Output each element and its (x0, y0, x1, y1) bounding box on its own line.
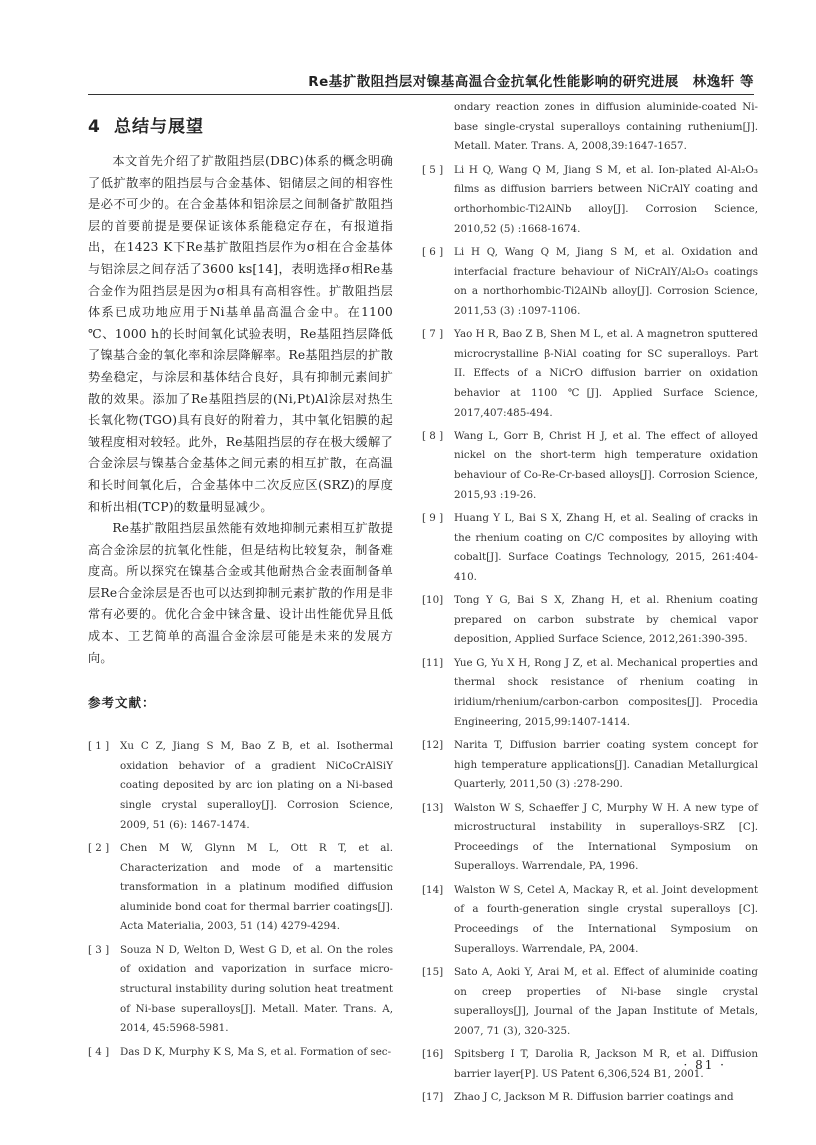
reference-item (88, 839, 393, 937)
reference-number: [ 2 ] (88, 842, 110, 855)
reference-number: [ 6 ] (422, 245, 444, 258)
reference-item (422, 736, 758, 795)
header-rule (88, 94, 754, 95)
reference-number: [12] (422, 738, 444, 751)
reference-text: Huang Y L, Bai S X, Zhang H, et al. Sealing of cracks in the rhenium coating on C/C composites by alloying with cobalt[J]. Surface Coatings Technology, 2015, 261:404-410. (454, 512, 758, 583)
reference-number: [15] (422, 965, 444, 978)
page-number: · 81 · (683, 1058, 726, 1072)
reference-item (422, 161, 758, 239)
section-title-text: 总结与展望 (114, 117, 204, 137)
running-header: Re基扩散阻挡层对镍基高温合金抗氧化性能影响的研究进展 林逸轩 等 (308, 74, 754, 90)
reference-item (422, 243, 758, 321)
reference-number: [11] (422, 656, 444, 669)
reference-number: [ 9 ] (422, 512, 444, 525)
reference-text: Chen M W, Glynn M L, Ott R T, et al. Characterization and mode of a martensitic transformation in a platinum modified diffusion aluminide bond coat for thermal barrier coatings[J]. Acta Materialia, 2003, 51 (14) 4279-4294. (120, 842, 393, 933)
reference-text: Das D K, Murphy K S, Ma S, et al. Formation of sec- (120, 1045, 392, 1058)
reference-text: Zhao J C, Jackson M R. Diffusion barrier coatings and (454, 1091, 734, 1104)
reference-item (88, 1043, 393, 1063)
left-column (88, 108, 393, 1066)
reference-item (88, 941, 393, 1039)
reference-text: Li H Q, Wang Q M, Jiang S M, et al. Ion-plated Al-Al₂O₃ films as diffusion barriers between NiCrAlY coating and orthorhombic-Ti2AlNb alloy[J]. Corrosion Science, 2010,52 (5) :1668-1674. (454, 163, 758, 235)
reference-number: [ 3 ] (88, 943, 110, 956)
reference-text: Yao H R, Bao Z B, Shen M L, et al. A magnetron sputtered microcrystalline β-NiAl coating for SC superalloys. Part II. Effects of a NiCrO diffusion barrier on oxidation behavior at 1100 ℃[J]. Applied Surface Science, 2017,407:485-494. (454, 328, 758, 419)
reference-continuation: ondary reaction zones in diffusion aluminide-coated Ni-base single-crystal superalloys containing ruthenium[J]. Metall. Mater. Trans. A, 2008,39:1647-1657. (454, 101, 758, 153)
section-number: 4 (88, 117, 101, 137)
reference-text: Walston W S, Schaeffer J C, Murphy W H. A new type of microstructural instability in superalloys-SRZ [C]. Proceedings of the International Symposium on Superalloys. Warrendale, PA, 1996. (454, 801, 758, 873)
reference-item (88, 737, 393, 835)
reference-text: Spitsberg I T, Darolia R, Jackson M R, et al. Diffusion barrier layer[P]. US Patent 6,306,524 B1, 2001. (454, 1048, 758, 1080)
section-title (88, 112, 393, 137)
reference-text: Li H Q, Wang Q M, Jiang S M, et al. Oxidation and interfacial fracture behaviour of NiCrAlY/Al₂O₃ coatings on a northorhombic-Ti2AlNb alloy[J]. Corrosion Science, 2011,53 (3) :1097-1106. (454, 245, 758, 317)
reference-number: [ 4 ] (88, 1045, 110, 1058)
reference-text: Wang L, Gorr B, Christ H J, et al. The effect of alloyed nickel on the short-term high temperature oxidation behaviour of Co-Re-Cr-based alloys[J]. Corrosion Science, 2015,93 :19-26. (454, 429, 758, 501)
reference-item (422, 591, 758, 650)
reference-number: [ 8 ] (422, 429, 444, 442)
reference-text: Walston W S, Cetel A, Mackay R, et al. Joint development of a fourth-generation single crystal superalloys [C]. Proceedings of the International Symposium on Superalloys. Warrendale, PA, 2004. (454, 883, 758, 955)
references-title: 参考文献： (88, 695, 156, 711)
reference-item (422, 1088, 758, 1108)
reference-text: Sato A, Aoki Y, Arai M, et al. Effect of aluminide coating on creep properties of Ni-base single crystal superalloys[J], Journal of the Japan Institute of Metals, 2007, 71 (3), 320-325. (454, 965, 758, 1037)
reference-number: [14] (422, 883, 444, 896)
reference-number: [17] (422, 1091, 444, 1104)
reference-item (422, 799, 758, 877)
reference-item (422, 427, 758, 505)
reference-item (422, 654, 758, 732)
reference-text: Yue G, Yu X H, Rong J Z, et al. Mechanical properties and thermal shock resistance of rhenium coating in iridium/rhenium/carbon-carbon composites[J]. Procedia Engineering, 2015,99:1407-1414. (454, 656, 758, 728)
reference-number: [10] (422, 594, 444, 607)
reference-item (422, 509, 758, 587)
reference-text: Narita T, Diffusion barrier coating system concept for high temperature applications[J]. Canadian Metallurgical Quarterly, 2011,50 (3) :278-290. (454, 738, 758, 791)
reference-text: Xu C Z, Jiang S M, Bao Z B, et al. Isothermal oxidation behavior of a gradient NiCoCrAlSiY coating deposited by arc ion plating on a Ni-based single crystal superalloy[J]. Corrosion Science, 2009, 51 (6): 1467-1474. (120, 740, 393, 831)
paragraph: Re基扩散阻挡层虽然能有效地抑制元素相互扩散提高合金涂层的抗氧化性能，但是结构比较复杂，制备难度高。所以探究在镍基合金或其他耐热合金表面制备单层Re合金涂层是否也可以达到抑制元素扩散的作用是非常有必要的。优化合金中铼含量、设计出性能优异且低成本、工艺简单的高温合金涂层可能是未来的发展方向。 (88, 521, 393, 665)
reference-number: [ 5 ] (422, 163, 444, 176)
reference-item (422, 881, 758, 959)
paragraph: 本文首先介绍了扩散阻挡层(DBC)体系的概念明确了低扩散率的阻挡层与合金基体、铝储层之间的相容性是必不可少的。在合金基体和铝涂层之间制备扩散阻挡层的首要前提是要保证该体系能稳定存在，有报道指出，在1423 K下Re基扩散阻挡层作为σ相在合金基体与铝涂层之间存活了3600 ks[14]，表明选择σ相Re基合金作为阻挡层是因为σ相具有高相容性。扩散阻挡层体系已成功地应用于Ni基单晶高温合金中。在1100 ℃、1000 h的长时间氧化试验表明，Re基阻挡层降低了镍基合金的氧化率和涂层降解率。Re基阻挡层的扩散势垒稳定，与涂层和基体结合良好，具有抑制元素间扩散的效果。添加了Re基阻挡层的(Ni,Pt)Al涂层对热生长氧化物(TGO)具有良好的附着力，其中氧化铝膜的起皱程度相对较轻。此外，Re基阻挡层的存在极大缓解了合金涂层与镍基合金基体之间元素的相互扩散，在高温和长时间氧化后，合金基体中二次反应区(SRZ)的厚度和析出相(TCP)的数量明显减少。 (88, 154, 393, 514)
reference-number: [ 7 ] (422, 328, 444, 341)
reference-text: Souza N D, Welton D, West G D, et al. On the roles of oxidation and vaporization in surface micro-structural instability during solution heat treatment of Ni-base superalloys[J]. Metall. Mater. Trans. A, 2014, 45:5968-5981. (120, 943, 393, 1035)
reference-number: [16] (422, 1048, 444, 1061)
reference-number: [13] (422, 801, 444, 814)
right-column (422, 98, 758, 1111)
reference-item (422, 325, 758, 423)
reference-number: [ 1 ] (88, 740, 110, 753)
reference-text: Tong Y G, Bai S X, Zhang H, et al. Rhenium coating prepared on carbon substrate by chemical vapor deposition, Applied Surface Science, 2012,261:390-395. (454, 594, 758, 646)
reference-item (422, 963, 758, 1041)
